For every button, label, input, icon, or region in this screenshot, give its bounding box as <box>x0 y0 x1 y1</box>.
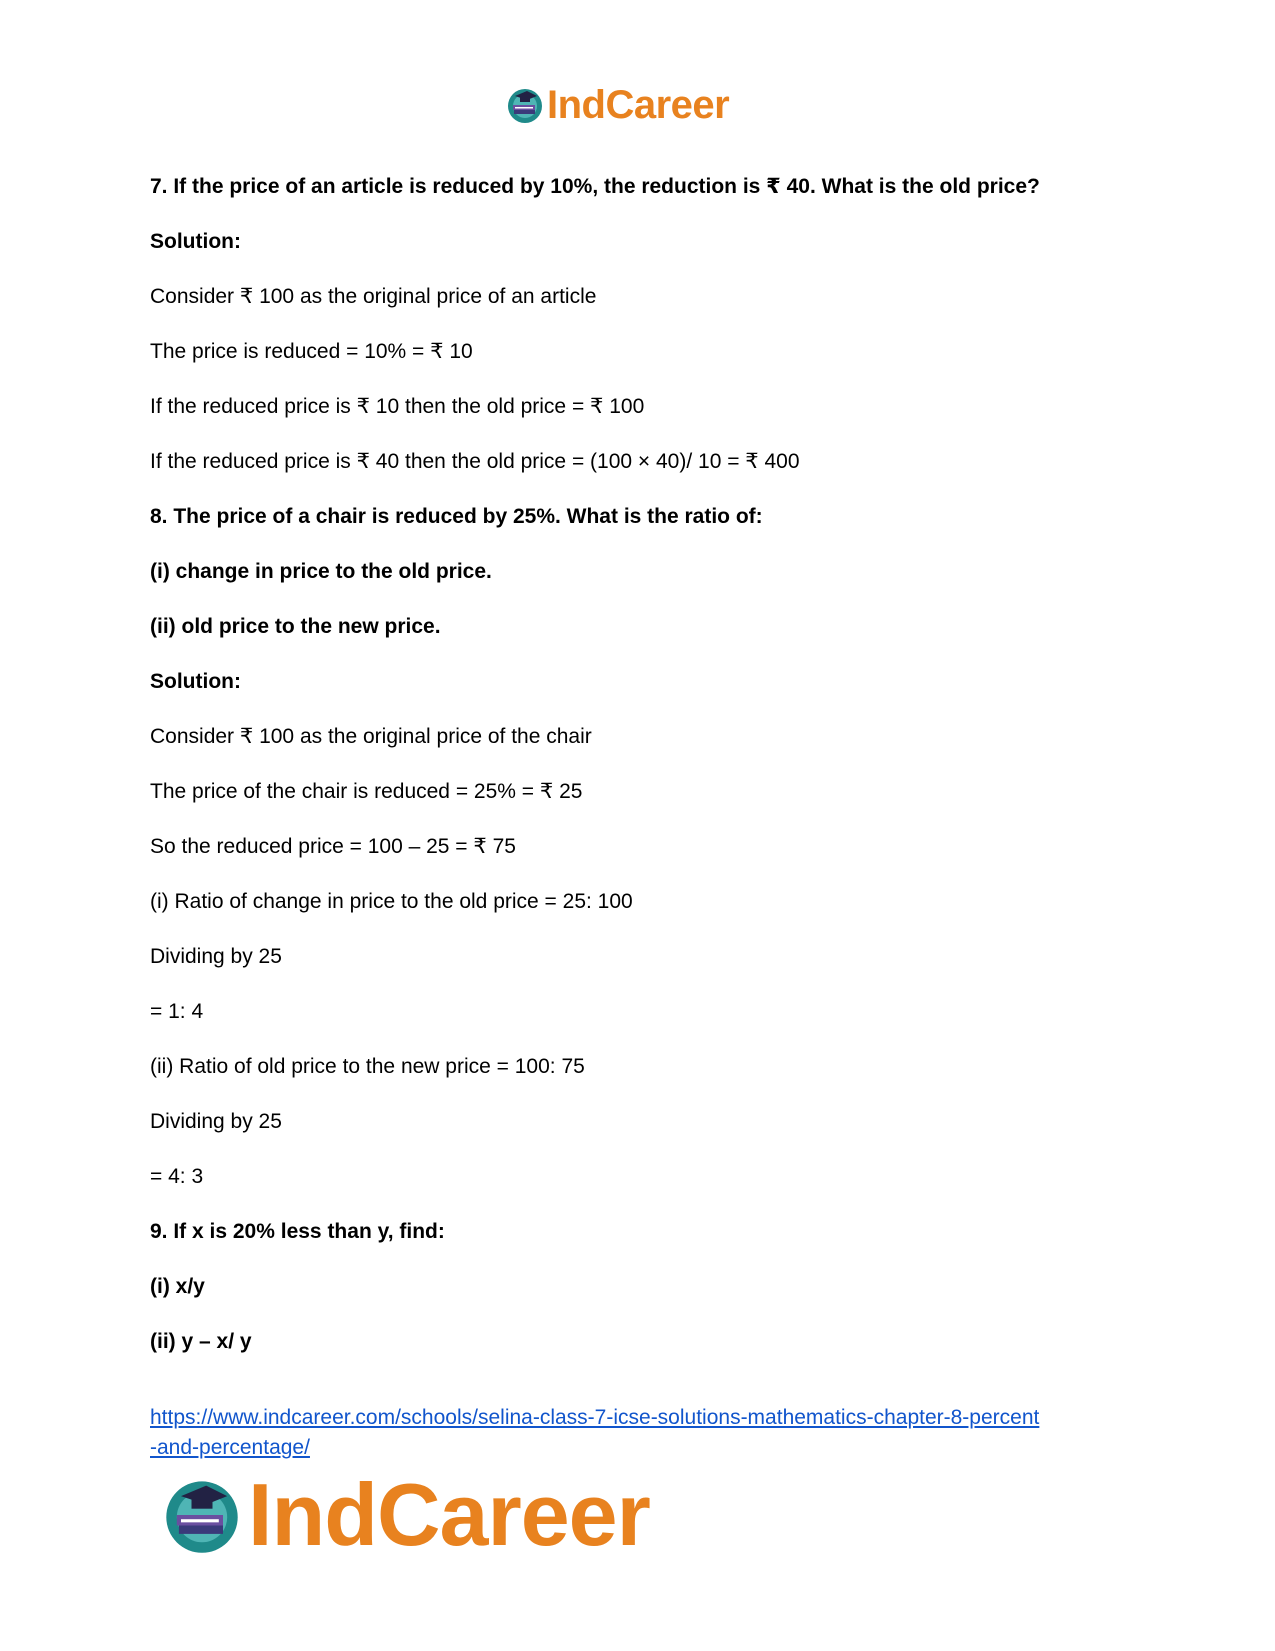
heading-line: (ii) y – x/ y <box>150 1330 252 1353</box>
source-link-line1: https://www.indcareer.com/schools/selina-class-7-icse-solutions-mathematics-chapter-8-percent <box>150 1406 1040 1429</box>
text-line: Dividing by 25 <box>150 945 282 968</box>
heading-line: (i) x/y <box>150 1275 205 1298</box>
source-link-block <box>150 1403 1140 1463</box>
heading-line: 7. If the price of an article is reduced by 10%, the reduction is ₹ 40. What is the old price? <box>150 175 1040 198</box>
source-link-line2: -and-percentage/ <box>150 1436 310 1459</box>
text-line: Dividing by 25 <box>150 1110 282 1133</box>
header-logo-text: IndCareer <box>547 83 730 127</box>
text-line: The price is reduced = 10% = ₹ 10 <box>150 340 473 363</box>
source-link[interactable] <box>150 1406 1039 1459</box>
header-logo <box>505 80 729 130</box>
heading-line: 8. The price of a chair is reduced by 25%. What is the ratio of: <box>150 505 763 528</box>
text-line: (ii) Ratio of old price to the new price = 100: 75 <box>150 1055 585 1078</box>
heading-line: (i) change in price to the old price. <box>150 560 492 583</box>
text-line: Consider ₹ 100 as the original price of an article <box>150 285 597 308</box>
text-line: If the reduced price is ₹ 40 then the old price = (100 × 40)/ 10 = ₹ 400 <box>150 450 800 473</box>
document-body <box>150 172 1130 1382</box>
text-line: The price of the chair is reduced = 25% = ₹ 25 <box>150 780 583 803</box>
indcareer-logo-icon <box>505 85 545 125</box>
heading-line: Solution: <box>150 230 241 253</box>
text-line: Consider ₹ 100 as the original price of the chair <box>150 725 592 748</box>
text-line: = 4: 3 <box>150 1165 204 1188</box>
text-line: (i) Ratio of change in price to the old price = 25: 100 <box>150 890 633 913</box>
footer-logo <box>160 1465 650 1564</box>
text-line: If the reduced price is ₹ 10 then the old price = ₹ 100 <box>150 395 645 418</box>
heading-line: Solution: <box>150 670 241 693</box>
text-line: = 1: 4 <box>150 1000 204 1023</box>
indcareer-logo-icon <box>160 1473 244 1557</box>
heading-line: (ii) old price to the new price. <box>150 615 441 638</box>
footer-logo-text: IndCareer <box>248 1465 650 1564</box>
text-line: So the reduced price = 100 – 25 = ₹ 75 <box>150 835 516 858</box>
heading-line: 9. If x is 20% less than y, find: <box>150 1220 445 1243</box>
